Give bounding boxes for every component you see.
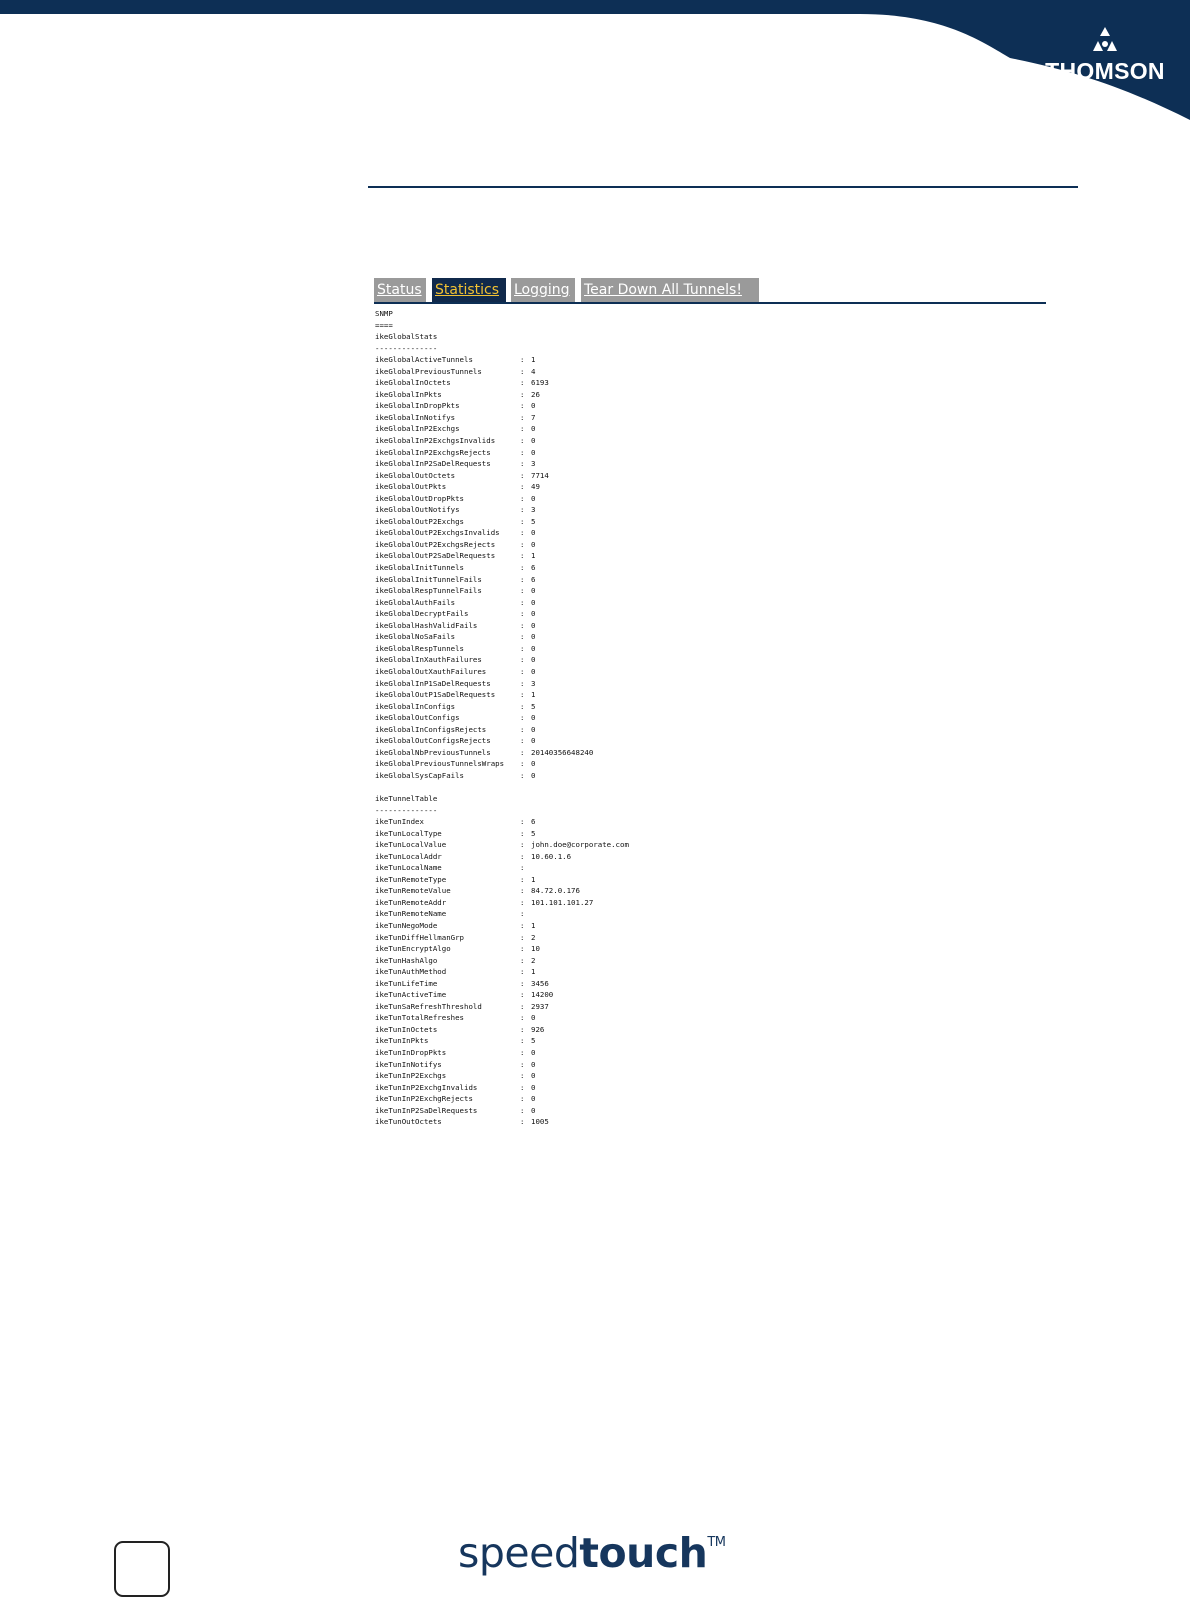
stat-row — [375, 966, 1035, 978]
stat-key: ikeTunLocalName — [375, 863, 442, 873]
stat-key: ikeGlobalInConfigsRejects — [375, 724, 487, 734]
stat-row — [375, 458, 1035, 470]
stat-separator: : — [520, 389, 525, 399]
stat-separator: : — [520, 666, 525, 676]
stat-row — [375, 654, 1035, 666]
stat-key: ikeGlobalOutXauthFailures — [375, 666, 487, 676]
stat-separator: : — [520, 1117, 525, 1127]
stat-separator: : — [520, 828, 525, 838]
stat-row — [375, 1070, 1035, 1082]
stat-separator: : — [520, 355, 525, 365]
stat-key: ikeTunInP2SaDelRequests — [375, 1105, 478, 1115]
stat-separator: : — [520, 967, 525, 977]
stat-value: 6 — [531, 574, 536, 584]
stat-separator: : — [520, 493, 525, 503]
tab-divider — [374, 302, 1046, 304]
stat-separator: : — [520, 1001, 525, 1011]
stat-value: 0 — [531, 1013, 536, 1023]
stat-row — [375, 377, 1035, 389]
stat-row — [375, 978, 1035, 990]
stat-row — [375, 423, 1035, 435]
stat-value: 6 — [531, 563, 536, 573]
stat-separator: : — [520, 955, 525, 965]
stat-separator: : — [520, 944, 525, 954]
stat-key: ikeGlobalInConfigs — [375, 701, 456, 711]
stat-row — [375, 1059, 1035, 1071]
stat-separator: : — [520, 932, 525, 942]
stat-value: 0 — [531, 528, 536, 538]
stat-key: ikeTunEncryptAlgo — [375, 944, 451, 954]
stat-key: ikeGlobalInP2ExchgsRejects — [375, 447, 491, 457]
stat-separator: : — [520, 909, 525, 919]
stat-key: ikeGlobalInNotifys — [375, 412, 456, 422]
stat-row — [375, 412, 1035, 424]
stat-separator: : — [520, 690, 525, 700]
stat-value: 0 — [531, 586, 536, 596]
stat-key: ikeGlobalActiveTunnels — [375, 355, 473, 365]
stat-row — [375, 493, 1035, 505]
stat-key: ikeTunOutOctets — [375, 1117, 442, 1127]
stat-row — [375, 758, 1035, 770]
stat-key: ikeTunDiffHellmanGrp — [375, 932, 464, 942]
stat-separator: : — [520, 516, 525, 526]
stat-row — [375, 920, 1035, 932]
stat-separator: : — [520, 1094, 525, 1104]
stat-value: 0 — [531, 1105, 536, 1115]
stat-separator: : — [520, 736, 525, 746]
stat-value: 0 — [531, 736, 536, 746]
stat-row — [375, 400, 1035, 412]
stat-value: 3 — [531, 505, 536, 515]
stat-key: ikeTunLifeTime — [375, 978, 438, 988]
stat-key: ikeGlobalAuthFails — [375, 597, 456, 607]
stat-separator: : — [520, 574, 525, 584]
stat-value: 5 — [531, 1036, 536, 1046]
stat-value: 0 — [531, 609, 536, 619]
stat-value: 3 — [531, 678, 536, 688]
stat-separator: : — [520, 401, 525, 411]
snmp-statistics-output — [375, 308, 1035, 1128]
stat-value: 0 — [531, 493, 536, 503]
stat-row — [375, 550, 1035, 562]
stat-key: ikeGlobalInitTunnelFails — [375, 574, 482, 584]
stat-key: ikeTunLocalAddr — [375, 851, 442, 861]
stat-row — [375, 470, 1035, 482]
stat-key: ikeGlobalSysCapFails — [375, 770, 464, 780]
stat-key: ikeGlobalOutDropPkts — [375, 493, 464, 503]
stat-row — [375, 574, 1035, 586]
stat-separator: : — [520, 840, 525, 850]
stat-key: ikeTunInP2Exchgs — [375, 1071, 447, 1081]
stat-value: 7 — [531, 412, 536, 422]
stat-key: ikeGlobalInOctets — [375, 378, 451, 388]
stat-separator: : — [520, 886, 525, 896]
stat-separator: : — [520, 701, 525, 711]
stat-key: ikeTunActiveTime — [375, 990, 447, 1000]
text-line: -------------- — [375, 805, 438, 815]
stat-row — [375, 735, 1035, 747]
stat-value: 10.60.1.6 — [531, 851, 572, 861]
stat-key: ikeTunInP2ExchgInvalids — [375, 1082, 478, 1092]
stat-separator: : — [520, 678, 525, 688]
stat-key: ikeGlobalPreviousTunnels — [375, 366, 482, 376]
stat-separator: : — [520, 412, 525, 422]
stat-key: ikeGlobalOutConfigs — [375, 713, 460, 723]
stat-separator: : — [520, 586, 525, 596]
stat-row — [375, 1035, 1035, 1047]
stat-row — [375, 366, 1035, 378]
stat-separator: : — [520, 851, 525, 861]
stat-value: 1 — [531, 690, 536, 700]
stat-separator: : — [520, 459, 525, 469]
stat-value: 1 — [531, 551, 536, 561]
stat-value: 0 — [531, 643, 536, 653]
stat-row — [375, 678, 1035, 690]
stat-key: ikeGlobalNoSaFails — [375, 632, 456, 642]
stat-key: ikeGlobalOutP2ExchgsInvalids — [375, 528, 500, 538]
stat-key: ikeGlobalOutPkts — [375, 482, 447, 492]
stat-value: 4 — [531, 366, 536, 376]
tab-statistics[interactable]: Statistics — [432, 278, 506, 302]
stat-value: 0 — [531, 1048, 536, 1057]
stat-separator: : — [520, 713, 525, 723]
stat-value: 7714 — [531, 470, 549, 480]
stat-separator: : — [520, 897, 525, 907]
tab-logging[interactable]: Logging — [511, 278, 575, 302]
stat-separator: : — [520, 470, 525, 480]
stat-value: 20140356648240 — [531, 747, 594, 757]
stat-key: ikeTunInNotifys — [375, 1059, 442, 1069]
stat-row — [375, 585, 1035, 597]
stat-key: ikeTunHashAlgo — [375, 955, 438, 965]
stat-row — [375, 724, 1035, 736]
stat-separator: : — [520, 1105, 525, 1115]
stat-value: 926 — [531, 1024, 545, 1034]
stat-separator: : — [520, 632, 525, 642]
stat-row — [375, 1012, 1035, 1024]
stat-key: ikeGlobalOutOctets — [375, 470, 456, 480]
stat-value: 5 — [531, 701, 536, 711]
text-line: ikeGlobalStats — [375, 332, 438, 342]
stat-row — [375, 851, 1035, 863]
stat-separator: : — [520, 817, 525, 827]
stat-row — [375, 504, 1035, 516]
stat-row — [375, 643, 1035, 655]
stat-separator: : — [520, 990, 525, 1000]
speedtouch-logo — [458, 1529, 726, 1577]
stat-key: ikeGlobalInXauthFailures — [375, 655, 482, 665]
stat-row — [375, 435, 1035, 447]
stat-value: 2 — [531, 932, 536, 942]
stat-separator: : — [520, 424, 525, 434]
stat-value: 0 — [531, 1059, 536, 1069]
stat-value: 0 — [531, 632, 536, 642]
stat-separator: : — [520, 863, 525, 873]
header-divider — [368, 186, 1078, 188]
stat-separator: : — [520, 759, 525, 769]
stat-key: ikeTunRemoteType — [375, 874, 447, 884]
stat-row — [375, 527, 1035, 539]
stat-key: ikeTunInOctets — [375, 1024, 438, 1034]
stat-row — [375, 932, 1035, 944]
stat-separator: : — [520, 643, 525, 653]
stat-row — [375, 608, 1035, 620]
stat-value: 26 — [531, 389, 540, 399]
stat-row — [375, 631, 1035, 643]
stat-key: ikeGlobalDecryptFails — [375, 609, 469, 619]
stat-key: ikeTunSaRefreshThreshold — [375, 1001, 482, 1011]
stat-value: 5 — [531, 516, 536, 526]
stat-value: 0 — [531, 770, 536, 780]
stat-row — [375, 1001, 1035, 1013]
stat-row — [375, 816, 1035, 828]
stat-key: ikeTunRemoteValue — [375, 886, 451, 896]
stat-row — [375, 620, 1035, 632]
stat-row — [375, 770, 1035, 782]
stat-separator: : — [520, 1036, 525, 1046]
stat-separator: : — [520, 1013, 525, 1023]
stat-value: 0 — [531, 724, 536, 734]
stat-row — [375, 828, 1035, 840]
stat-value: 0 — [531, 666, 536, 676]
stat-value: 1 — [531, 967, 536, 977]
stat-key: ikeTunLocalValue — [375, 840, 447, 850]
stat-value: 0 — [531, 436, 536, 446]
stat-row — [375, 1082, 1035, 1094]
stat-value: 3 — [531, 459, 536, 469]
stat-key: ikeGlobalInP2SaDelRequests — [375, 459, 491, 469]
stat-key: ikeTunRemoteName — [375, 909, 447, 919]
stat-key: ikeGlobalOutP2ExchgsRejects — [375, 539, 496, 549]
stat-separator: : — [520, 366, 525, 376]
stat-row — [375, 516, 1035, 528]
stat-value: 14200 — [531, 990, 554, 1000]
stat-key: ikeTunAuthMethod — [375, 967, 447, 977]
stat-value: 0 — [531, 1071, 536, 1081]
stat-key: ikeGlobalOutP1SaDelRequests — [375, 690, 496, 700]
stat-separator: : — [520, 528, 525, 538]
stat-value: 6193 — [531, 378, 549, 388]
stat-value: 0 — [531, 759, 536, 769]
stat-key: ikeTunLocalType — [375, 828, 442, 838]
stat-value: 0 — [531, 539, 536, 549]
stat-value: 0 — [531, 597, 536, 607]
stat-separator: : — [520, 620, 525, 630]
stat-key: ikeGlobalRespTunnelFails — [375, 586, 482, 596]
stat-key: ikeGlobalInDropPkts — [375, 401, 460, 411]
stat-value: 0 — [531, 655, 536, 665]
stat-row — [375, 874, 1035, 886]
stat-value: 101.101.101.27 — [531, 897, 594, 907]
stat-key: ikeTunIndex — [375, 817, 424, 827]
stat-separator: : — [520, 1024, 525, 1034]
stat-separator: : — [520, 378, 525, 388]
stat-row — [375, 701, 1035, 713]
stat-row — [375, 897, 1035, 909]
stat-row — [375, 712, 1035, 724]
stat-row — [375, 908, 1035, 920]
speedtouch-logo-bold: touch — [579, 1529, 708, 1577]
thomson-logo — [1040, 26, 1170, 86]
stat-row — [375, 481, 1035, 493]
stat-row — [375, 539, 1035, 551]
stat-row — [375, 1047, 1035, 1059]
stat-row — [375, 862, 1035, 874]
stat-row — [375, 839, 1035, 851]
stat-separator: : — [520, 597, 525, 607]
stat-row — [375, 447, 1035, 459]
stat-row — [375, 666, 1035, 678]
stat-value: 0 — [531, 401, 536, 411]
stat-value: 5 — [531, 828, 536, 838]
header-band — [0, 0, 1190, 120]
stat-separator: : — [520, 1082, 525, 1092]
stat-row — [375, 1116, 1035, 1128]
stat-separator: : — [520, 655, 525, 665]
stat-separator: : — [520, 447, 525, 457]
tear-down-all-tunnels-button[interactable]: Tear Down All Tunnels! — [581, 278, 759, 302]
stat-separator: : — [520, 436, 525, 446]
text-line — [375, 781, 1035, 793]
stat-value: 1 — [531, 920, 536, 930]
stat-row — [375, 354, 1035, 366]
stat-separator: : — [520, 1071, 525, 1081]
stat-key: ikeTunRemoteAddr — [375, 897, 447, 907]
stat-key: ikeGlobalNbPreviousTunnels — [375, 747, 491, 757]
stat-value: 84.72.0.176 — [531, 886, 580, 896]
stat-row — [375, 989, 1035, 1001]
stat-separator: : — [520, 770, 525, 780]
stat-key: ikeGlobalInPkts — [375, 389, 442, 399]
tab-status[interactable]: Status — [374, 278, 426, 302]
stat-key: ikeTunInP2ExchgRejects — [375, 1094, 473, 1104]
thomson-logo-icon — [1090, 26, 1120, 56]
stat-separator: : — [520, 539, 525, 549]
stat-row — [375, 885, 1035, 897]
stat-row — [375, 597, 1035, 609]
stat-row — [375, 955, 1035, 967]
stat-key: ikeTunInDropPkts — [375, 1048, 447, 1057]
stat-key: ikeGlobalOutP2SaDelRequests — [375, 551, 496, 561]
stat-value: 2937 — [531, 1001, 549, 1011]
stat-value: 0 — [531, 713, 536, 723]
stat-value: 1 — [531, 355, 536, 365]
stat-value: 1 — [531, 874, 536, 884]
stat-key: ikeGlobalOutConfigsRejects — [375, 736, 491, 746]
stat-value: 0 — [531, 424, 536, 434]
stat-value: 0 — [531, 447, 536, 457]
stat-key: ikeGlobalOutP2Exchgs — [375, 516, 464, 526]
stat-row — [375, 943, 1035, 955]
stat-separator: : — [520, 724, 525, 734]
stat-separator: : — [520, 505, 525, 515]
stat-value: 2 — [531, 955, 536, 965]
stat-separator: : — [520, 1059, 525, 1069]
stat-key: ikeGlobalPreviousTunnelsWraps — [375, 759, 505, 769]
stat-separator: : — [520, 482, 525, 492]
stat-row — [375, 1093, 1035, 1105]
text-line: -------------- — [375, 343, 438, 353]
stat-row — [375, 1024, 1035, 1036]
stat-key: ikeTunTotalRefreshes — [375, 1013, 464, 1023]
stat-separator: : — [520, 747, 525, 757]
stat-row — [375, 689, 1035, 701]
stat-separator: : — [520, 1048, 525, 1057]
page-number-box — [114, 1541, 170, 1597]
stat-value: 0 — [531, 1094, 536, 1104]
stat-key: ikeGlobalInP2Exchgs — [375, 424, 460, 434]
stat-value: john.doe@corporate.com — [531, 840, 629, 850]
stat-value: 49 — [531, 482, 540, 492]
stat-value: 10 — [531, 944, 540, 954]
text-line: ikeTunnelTable — [375, 793, 438, 803]
stat-row — [375, 389, 1035, 401]
stat-row — [375, 562, 1035, 574]
stat-key: ikeTunInPkts — [375, 1036, 429, 1046]
stat-separator: : — [520, 978, 525, 988]
stat-row — [375, 1105, 1035, 1117]
stat-key: ikeGlobalInP2ExchgsInvalids — [375, 436, 496, 446]
text-line: ==== — [375, 320, 393, 330]
stat-value: 0 — [531, 620, 536, 630]
stat-row — [375, 747, 1035, 759]
stat-value: 6 — [531, 817, 536, 827]
stat-separator: : — [520, 563, 525, 573]
speedtouch-logo-light: speed — [458, 1529, 580, 1577]
stat-value: 3456 — [531, 978, 549, 988]
stat-key: ikeGlobalRespTunnels — [375, 643, 464, 653]
stat-key: ikeGlobalOutNotifys — [375, 505, 460, 515]
stat-value: 1005 — [531, 1117, 549, 1127]
trademark-mark: TM — [707, 1535, 726, 1550]
stat-key: ikeGlobalInitTunnels — [375, 563, 464, 573]
stat-separator: : — [520, 920, 525, 930]
stat-key: ikeTunNegoMode — [375, 920, 438, 930]
stat-separator: : — [520, 551, 525, 561]
stat-separator: : — [520, 874, 525, 884]
stat-key: ikeGlobalInP1SaDelRequests — [375, 678, 491, 688]
stat-separator: : — [520, 609, 525, 619]
text-line: SNMP — [375, 309, 393, 318]
stat-value: 0 — [531, 1082, 536, 1092]
thomson-logo-text: THOMSON — [1045, 58, 1165, 84]
stat-key: ikeGlobalHashValidFails — [375, 620, 478, 630]
